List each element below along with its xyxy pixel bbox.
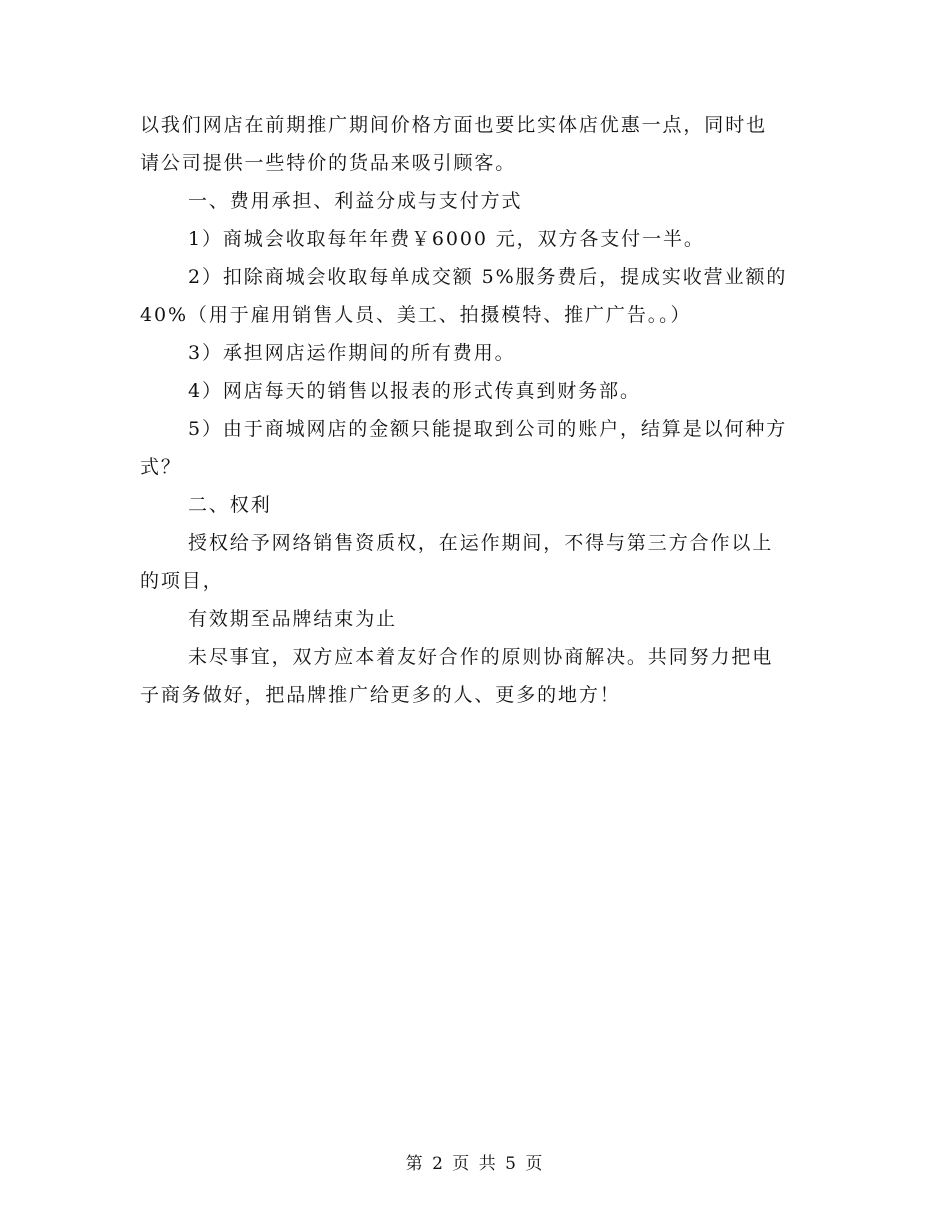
body-text-line: 以我们网店在前期推广期间价格方面也要比实体店优惠一点，同时也 [140, 114, 768, 136]
body-text-line: 请公司提供一些特价的货品来吸引顾客。 [140, 152, 517, 174]
document-body [140, 106, 812, 714]
list-item-3: 3）承担网店运作期间的所有费用。 [188, 342, 516, 364]
page-number-footer: 第 2 页 共 5 页 [405, 1154, 545, 1174]
list-item-1: 1）商城会收取每年年费￥6000 元，双方各支付一半。 [188, 228, 705, 250]
list-item-2-continued: 40%（用于雇用销售人员、美工、拍摄模特、推广广告。。） [140, 304, 692, 326]
closing-paragraph: 未尽事宜，双方应本着友好合作的原则协商解决。共同努力把电 [188, 646, 774, 668]
list-item-4: 4）网店每天的销售以报表的形式传真到财务部。 [188, 380, 641, 402]
rights-paragraph-continued: 的项目， [140, 570, 224, 592]
rights-paragraph: 授权给予网络销售资质权，在运作期间，不得与第三方合作以上 [188, 532, 774, 554]
validity-paragraph: 有效期至品牌结束为止 [188, 608, 398, 630]
section-heading-rights: 二、权利 [188, 494, 272, 516]
section-heading-fees: 一、费用承担、利益分成与支付方式 [188, 190, 523, 212]
list-item-5-continued: 式？ [140, 456, 182, 478]
closing-paragraph-continued: 子商务做好，把品牌推广给更多的人、更多的地方！ [140, 684, 621, 706]
list-item-2: 2）扣除商城会收取每单成交额 5%服务费后，提成实收营业额的 [188, 266, 788, 288]
list-item-5: 5）由于商城网店的金额只能提取到公司的账户，结算是以何种方 [188, 418, 788, 440]
